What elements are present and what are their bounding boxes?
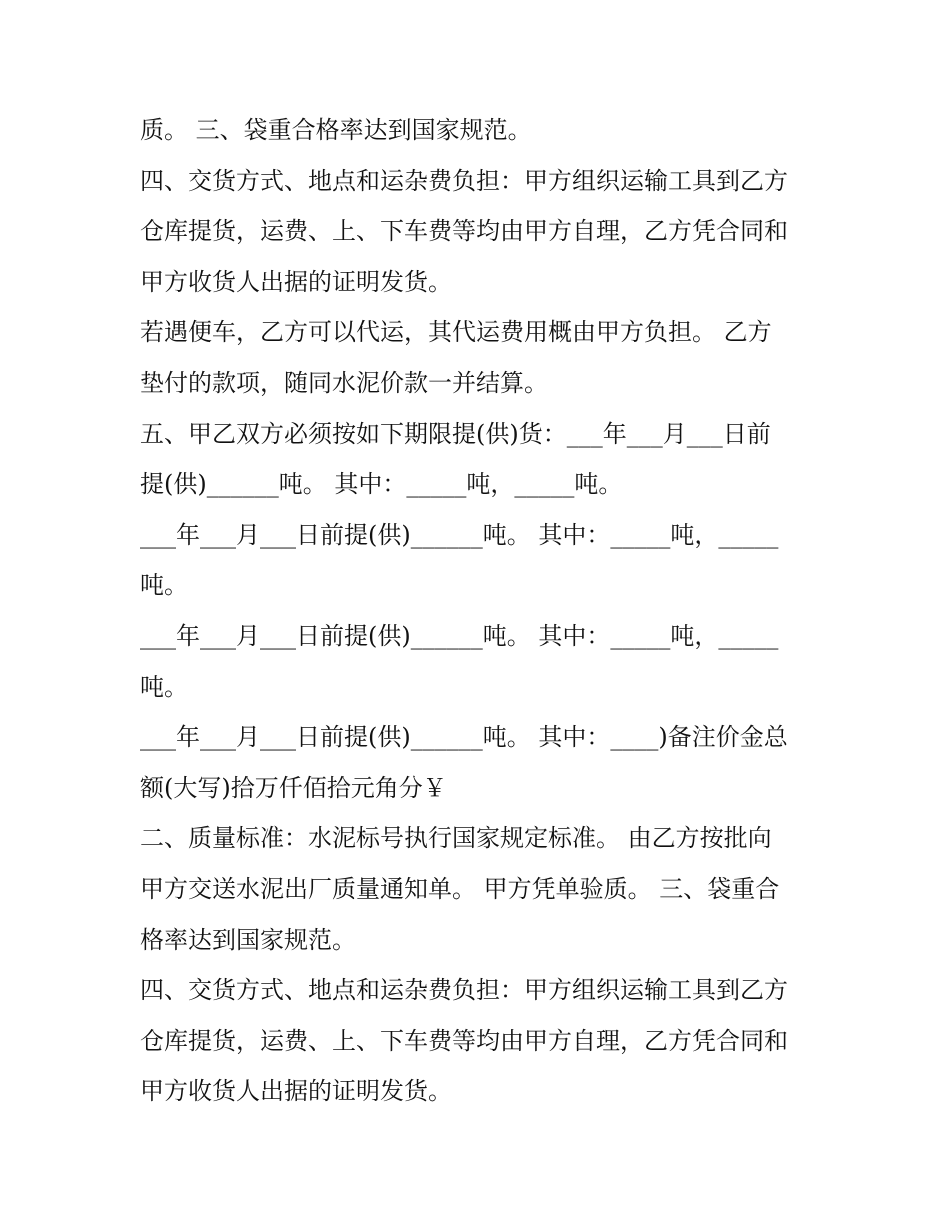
text-line-11: ___年___月___日前提(供)______吨。 其中：_____吨，_____	[140, 621, 779, 650]
text-line-17: 格率达到国家规范。	[140, 925, 356, 954]
text-line-2: 四、交货方式、地点和运杂费负担：甲方组织运输工具到乙方	[140, 166, 788, 195]
text-line-5: 若遇便车，乙方可以代运，其代运费用概由甲方负担。 乙方	[140, 318, 772, 347]
text-line-7: 五、甲乙双方必须按如下期限提(供)货：___年___月___日前	[140, 419, 771, 448]
text-line-1: 质。 三、袋重合格率达到国家规范。	[140, 116, 532, 144]
text-line-19: 仓库提货，运费、上、下车费等均由甲方自理，乙方凭合同和	[140, 1026, 788, 1055]
text-line-4: 甲方收货人出据的证明发货。	[140, 267, 452, 296]
text-line-16: 甲方交送水泥出厂质量通知单。 甲方凭单验质。 三、袋重合	[140, 874, 780, 903]
text-line-10: 吨。	[140, 571, 188, 600]
text-line-12: 吨。	[140, 672, 188, 701]
text-line-18: 四、交货方式、地点和运杂费负担：甲方组织运输工具到乙方	[140, 976, 788, 1005]
text-line-6: 垫付的款项，随同水泥价款一并结算。	[140, 368, 548, 397]
text-line-13: ___年___月___日前提(供)______吨。 其中：____)备注价金总	[140, 723, 788, 752]
text-line-14: 额(大写)拾万仟佰拾元角分￥	[140, 773, 447, 802]
text-line-3: 仓库提货，运费、上、下车费等均由甲方自理，乙方凭合同和	[140, 217, 788, 246]
contract-text	[140, 105, 820, 1117]
text-line-15: 二、质量标准：水泥标号执行国家规定标准。 由乙方按批向	[140, 824, 772, 853]
text-line-8: 提(供)______吨。 其中：_____吨，_____吨。	[140, 470, 623, 499]
text-line-20: 甲方收货人出据的证明发货。	[140, 1077, 452, 1106]
text-line-9: ___年___月___日前提(供)______吨。 其中：_____吨，_____	[140, 520, 779, 549]
